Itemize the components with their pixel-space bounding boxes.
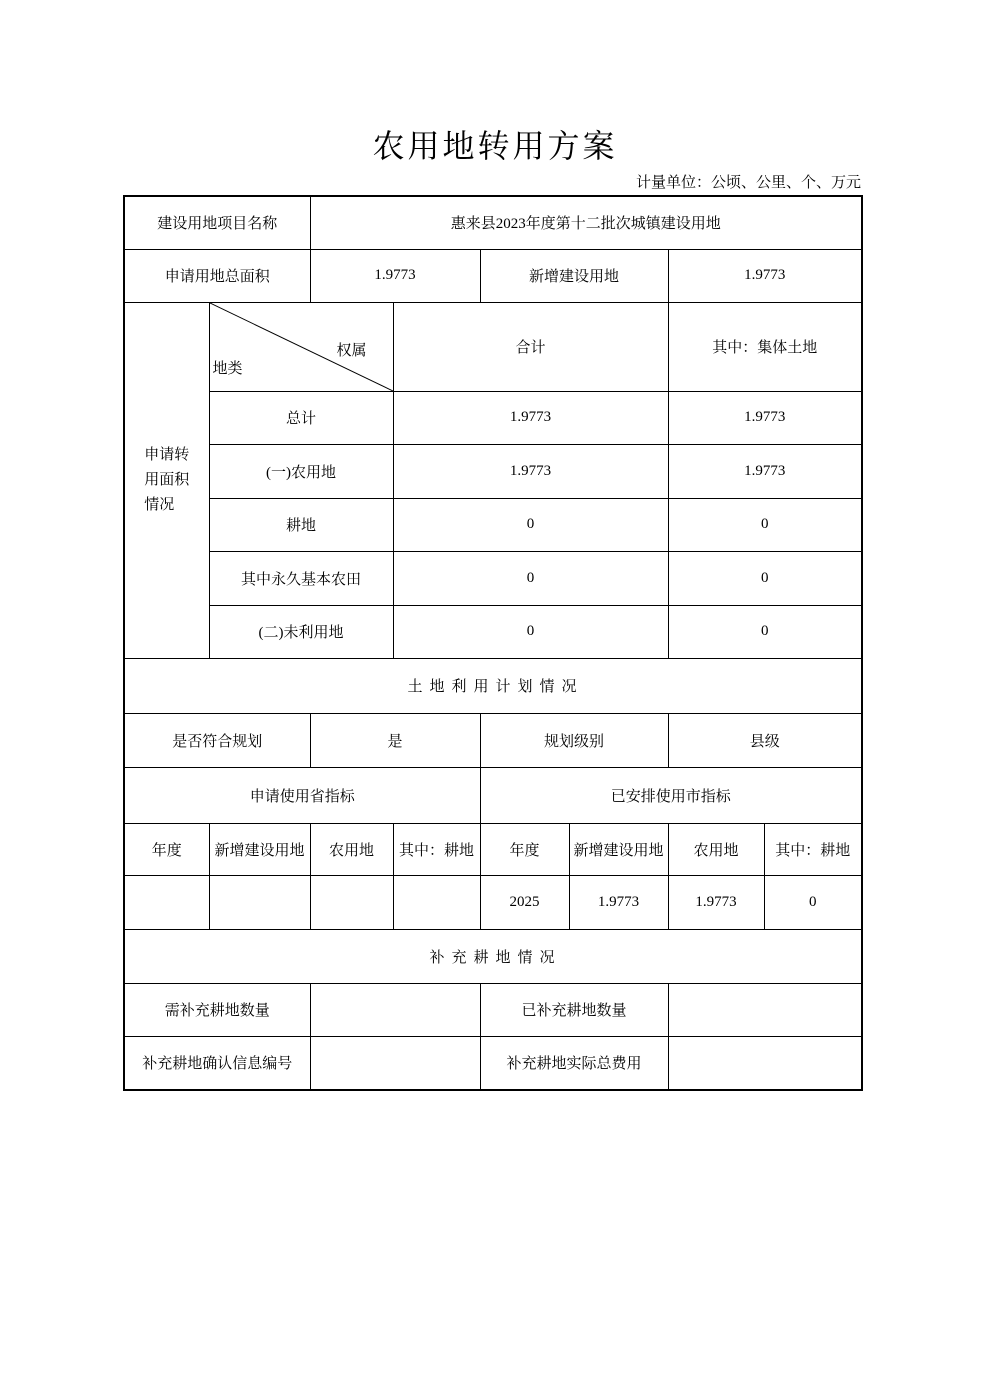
value-agricultural-province bbox=[310, 875, 393, 929]
row-total-value: 0 bbox=[393, 605, 668, 658]
header-cultivated: 其中：耕地 bbox=[764, 823, 862, 875]
confirmation-number-label: 补充耕地确认信息编号 bbox=[124, 1036, 310, 1090]
city-indicator-label: 已安排使用市指标 bbox=[480, 767, 862, 823]
needed-supplement-value bbox=[310, 983, 480, 1036]
conversion-row-total bbox=[124, 391, 862, 444]
new-construction-label: 新增建设用地 bbox=[480, 249, 668, 302]
conversion-row-permanent-farmland bbox=[124, 551, 862, 605]
row-label: 总计 bbox=[209, 391, 393, 444]
header-cultivated: 其中：耕地 bbox=[393, 823, 480, 875]
value-new-construction-province bbox=[209, 875, 310, 929]
supplement-section-title: 补充耕地情况 bbox=[124, 929, 862, 983]
conversion-row-cultivated bbox=[124, 498, 862, 551]
row-label: 其中永久基本农田 bbox=[209, 551, 393, 605]
diagonal-label-ownership: 权属 bbox=[336, 342, 367, 359]
conversion-row-agricultural bbox=[124, 444, 862, 498]
plan-compliance-row bbox=[124, 713, 862, 767]
value-cultivated-city: 0 bbox=[764, 875, 862, 929]
value-cultivated-province bbox=[393, 875, 480, 929]
applied-area-row bbox=[124, 249, 862, 302]
row-total-value: 0 bbox=[393, 551, 668, 605]
header-agricultural: 农用地 bbox=[668, 823, 764, 875]
row-total-value: 1.9773 bbox=[393, 391, 668, 444]
supplement-section-row bbox=[124, 929, 862, 983]
supplement-row-confirmation bbox=[124, 1036, 862, 1090]
confirmation-number-value bbox=[310, 1036, 480, 1090]
header-agricultural: 农用地 bbox=[310, 823, 393, 875]
supplement-row-quantity bbox=[124, 983, 862, 1036]
conversion-row-unused-land bbox=[124, 605, 862, 658]
plan-level-value: 县级 bbox=[668, 713, 862, 767]
conversion-section-label-text: 申请转用面积情况 bbox=[144, 446, 190, 513]
done-supplement-label: 已补充耕地数量 bbox=[480, 983, 668, 1036]
measurement-unit-note: 计量单位：公顷、公里、个、万元 bbox=[635, 175, 861, 191]
new-construction-value: 1.9773 bbox=[668, 249, 862, 302]
total-area-label: 申请用地总面积 bbox=[124, 249, 310, 302]
indicator-group-header-row bbox=[124, 767, 862, 823]
done-supplement-value bbox=[668, 983, 862, 1036]
land-use-plan-section-row bbox=[124, 658, 862, 713]
province-indicator-label: 申请使用省指标 bbox=[124, 767, 480, 823]
actual-cost-label: 补充耕地实际总费用 bbox=[480, 1036, 668, 1090]
header-new-construction: 新增建设用地 bbox=[569, 823, 668, 875]
row-label: 耕地 bbox=[209, 498, 393, 551]
conversion-section-label bbox=[124, 302, 209, 658]
diagonal-label-landtype: 地类 bbox=[212, 360, 243, 377]
header-year: 年度 bbox=[480, 823, 569, 875]
compliance-label: 是否符合规划 bbox=[124, 713, 310, 767]
header-new-construction: 新增建设用地 bbox=[209, 823, 310, 875]
column-header-total: 合计 bbox=[393, 302, 668, 391]
project-name-row bbox=[124, 196, 862, 249]
land-conversion-form-table bbox=[123, 195, 863, 1091]
land-use-plan-section-title: 土地利用计划情况 bbox=[124, 658, 862, 713]
row-collective-value: 0 bbox=[668, 498, 862, 551]
row-collective-value: 0 bbox=[668, 605, 862, 658]
needed-supplement-label: 需补充耕地数量 bbox=[124, 983, 310, 1036]
plan-level-label: 规划级别 bbox=[480, 713, 668, 767]
row-total-value: 0 bbox=[393, 498, 668, 551]
row-collective-value: 1.9773 bbox=[668, 444, 862, 498]
row-label: (二)未利用地 bbox=[209, 605, 393, 658]
project-name-label: 建设用地项目名称 bbox=[124, 196, 310, 249]
value-agricultural-city: 1.9773 bbox=[668, 875, 764, 929]
compliance-value: 是 bbox=[310, 713, 480, 767]
header-year: 年度 bbox=[124, 823, 209, 875]
column-header-collective: 其中：集体土地 bbox=[668, 302, 862, 391]
indicator-header-row bbox=[124, 823, 862, 875]
page-title: 农用地转用方案 bbox=[372, 128, 618, 164]
value-year-province bbox=[124, 875, 209, 929]
actual-cost-value bbox=[668, 1036, 862, 1090]
row-label: (一)农用地 bbox=[209, 444, 393, 498]
row-collective-value: 1.9773 bbox=[668, 391, 862, 444]
value-new-construction-city: 1.9773 bbox=[569, 875, 668, 929]
diagonal-header-cell bbox=[209, 302, 393, 391]
conversion-header-row bbox=[124, 302, 862, 391]
indicator-value-row bbox=[124, 875, 862, 929]
project-name-value: 惠来县2023年度第十二批次城镇建设用地 bbox=[310, 196, 862, 249]
row-total-value: 1.9773 bbox=[393, 444, 668, 498]
total-area-value: 1.9773 bbox=[310, 249, 480, 302]
value-year-city: 2025 bbox=[480, 875, 569, 929]
row-collective-value: 0 bbox=[668, 551, 862, 605]
